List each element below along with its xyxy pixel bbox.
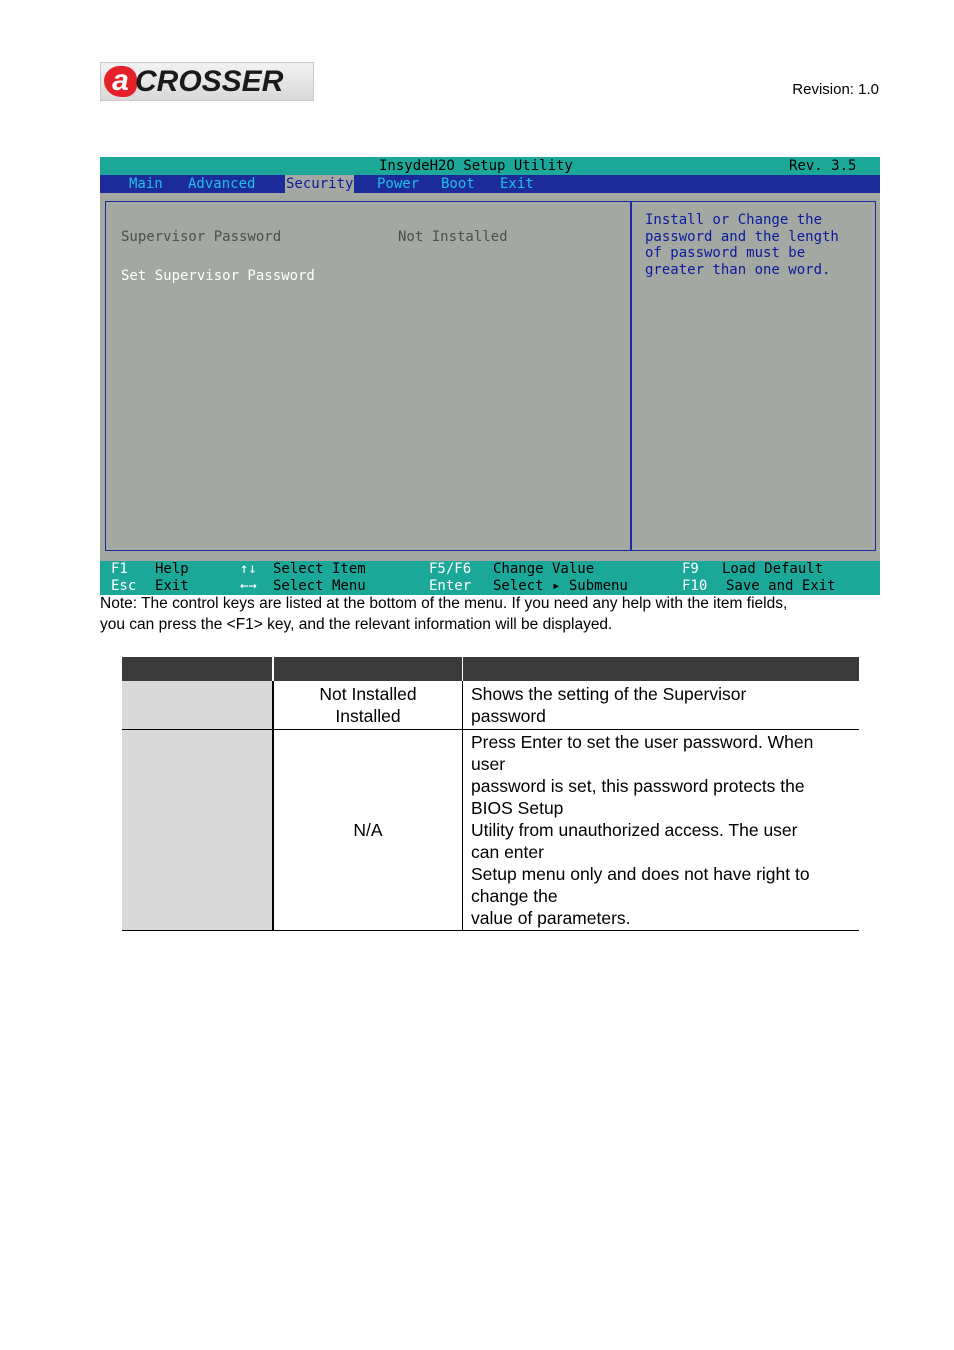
table-row <box>122 730 859 931</box>
description-line: change the <box>471 886 558 906</box>
header-cell-description <box>463 657 860 681</box>
options-table <box>122 657 859 931</box>
enter-desc: Select ▸ Submenu <box>493 578 628 594</box>
header-cell-option <box>122 657 273 681</box>
menu-power[interactable]: Power <box>377 176 420 192</box>
bios-title: InsydeH2O Setup Utility <box>379 158 573 174</box>
description-cell <box>463 681 860 730</box>
leftright-key: ←→ <box>240 578 257 594</box>
description-line: can enter <box>471 842 544 862</box>
logo-text: CROSSER <box>135 65 284 98</box>
note-line: Note: The control keys are listed at the bottom of the menu. If you need any help with the item fields, <box>100 595 788 612</box>
note-paragraph <box>100 593 890 635</box>
help-text-line: Install or Change the <box>645 212 823 228</box>
description-line: Utility from unauthorized access. The user <box>471 820 798 840</box>
f1-desc: Help <box>155 561 189 577</box>
f5f6-desc: Change Value <box>493 561 595 577</box>
choice-value: Not Installed <box>319 684 417 704</box>
acrosser-logo <box>100 62 314 101</box>
supervisor-password-label: Supervisor Password <box>121 229 282 245</box>
description-line: password <box>471 706 546 726</box>
bios-menu-bar <box>100 175 880 193</box>
description-line: Shows the setting of the Supervisor <box>471 684 747 704</box>
menu-boot[interactable]: Boot <box>441 176 475 192</box>
bios-help-panel <box>631 201 876 551</box>
set-supervisor-password-item[interactable]: Set Supervisor Password <box>121 268 315 284</box>
bios-revision: Rev. 3.5 <box>789 158 857 174</box>
leftright-desc: Select Menu <box>273 578 366 594</box>
bios-screen <box>100 157 880 595</box>
esc-key: Esc <box>111 578 137 594</box>
description-line: BIOS Setup <box>471 798 564 818</box>
menu-security[interactable]: Security <box>286 176 354 192</box>
bios-title-bar <box>100 157 880 175</box>
menu-exit[interactable]: Exit <box>500 176 534 192</box>
bios-settings-panel <box>105 201 631 551</box>
description-line: Press Enter to set the user password. When <box>471 732 814 752</box>
option-cell <box>122 681 273 730</box>
choice-value: Installed <box>335 706 401 726</box>
updown-key: ↑↓ <box>240 561 257 577</box>
description-line: value of parameters. <box>471 908 631 928</box>
f10-desc: Save and Exit <box>726 578 836 594</box>
f9-desc: Load Default <box>722 561 824 577</box>
choice-value: N/A <box>353 820 383 840</box>
help-text-line: password and the length <box>645 229 839 245</box>
f10-key: F10 <box>682 578 708 594</box>
help-text-line: of password must be <box>645 245 806 261</box>
table-row <box>122 681 859 730</box>
description-line: user <box>471 754 506 774</box>
menu-advanced[interactable]: Advanced <box>188 176 256 192</box>
f5f6-key: F5/F6 <box>429 561 472 577</box>
description-line: Setup menu only and does not have right to <box>471 864 810 884</box>
option-cell <box>122 730 273 931</box>
table-header-row <box>122 657 859 681</box>
bios-key-legend <box>100 561 880 595</box>
choice-cell <box>273 681 463 730</box>
menu-main[interactable]: Main <box>129 176 163 192</box>
note-line: you can press the <F1> key, and the relevant information will be displayed. <box>100 616 613 633</box>
esc-desc: Exit <box>155 578 189 594</box>
logo-mark: a <box>104 66 137 97</box>
help-text-line: greater than one word. <box>645 262 831 278</box>
description-cell <box>463 730 860 931</box>
enter-key: Enter <box>429 578 472 594</box>
f9-key: F9 <box>682 561 699 577</box>
supervisor-password-status: Not Installed <box>398 229 508 245</box>
header-cell-choice <box>273 657 463 681</box>
updown-desc: Select Item <box>273 561 366 577</box>
description-line: password is set, this password protects the <box>471 776 805 796</box>
f1-key: F1 <box>111 561 128 577</box>
revision-label: Revision: 1.0 <box>792 81 879 98</box>
choice-cell <box>273 730 463 931</box>
